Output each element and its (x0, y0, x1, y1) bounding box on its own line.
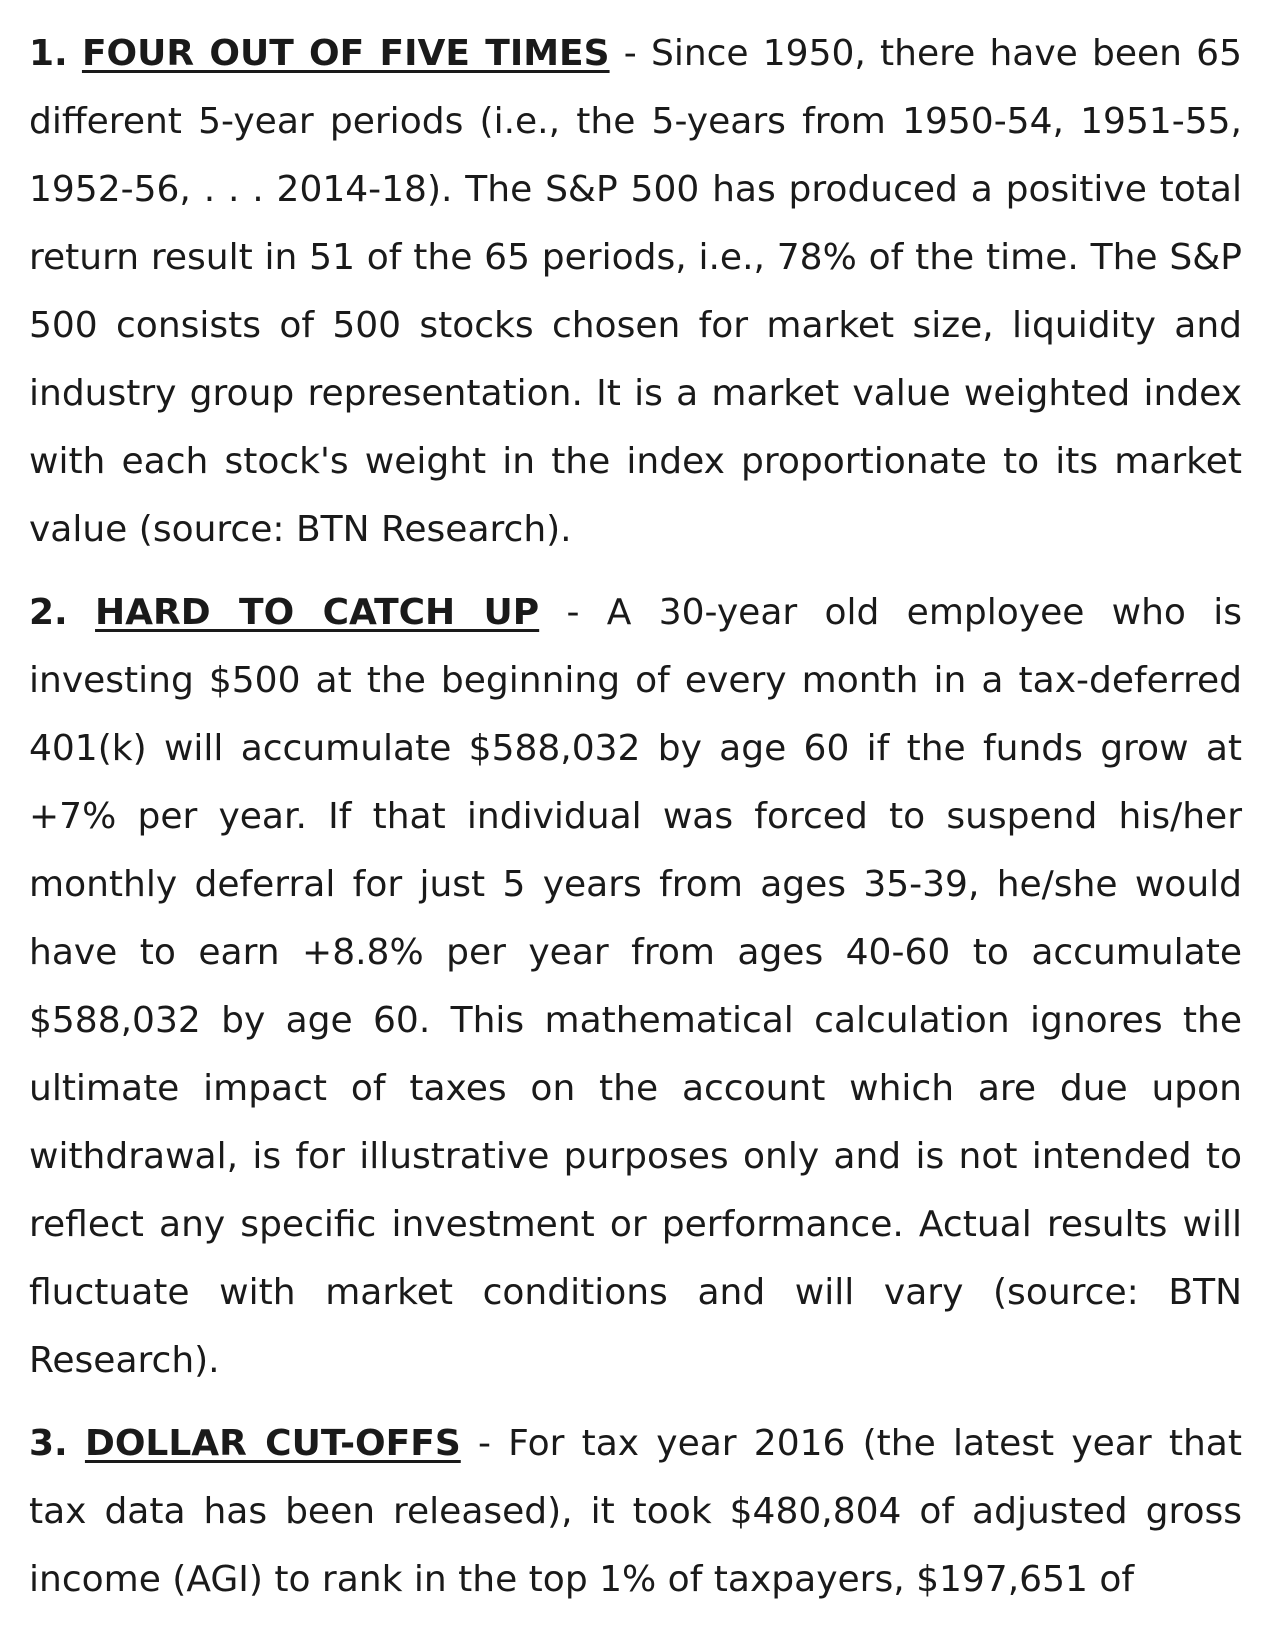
document-page (29, 20, 1242, 1629)
item-hard-to-catch-up (29, 579, 1242, 1395)
item-body: - Since 1950, there have been 65 different 5-year periods (i.e., the 5-years from 1950-54, 1951-55, 1952-56, . . . 2014-18). The S&P 500 has produced a positive total return result in 51 of the 65 periods, i.e., 78% of the time. The S&P 500 consists of 500 stocks chosen for market size, liquidity and industry group representation. It is a market value weighted index with each stock's weight in the index proportionate to its market value (source: BTN Research). (29, 33, 1242, 550)
item-body: - For tax year 2016 (the latest year that tax data has been released), it took $480,804 of adjusted gross income (AGI) to rank in the top 1% of taxpayers, $197,651 of (29, 1423, 1242, 1600)
item-body: - A 30-year old employee who is investing $500 at the beginning of every month in a tax-deferred 401(k) will accumulate $588,032 by age 60 if the funds grow at +7% per year. If that individual was forced to suspend his/her monthly deferral for just 5 years from ages 35-39, he/she would have to earn +8.8% per year from ages 40-60 to accumulate $588,032 by age 60. This mathematical calculation ignores the ultimate impact of taxes on the account which are due upon withdrawal, is for illustrative purposes only and is not intended to reflect any specific investment or performance. Actual results will fluctuate with market conditions and will vary (source: BTN Research). (29, 592, 1243, 1381)
item-number: 1. (29, 33, 68, 74)
item-number: 3. (29, 1423, 68, 1464)
item-heading: FOUR OUT OF FIVE TIMES (81, 33, 610, 74)
item-four-out-of-five-times (29, 20, 1242, 564)
item-heading: DOLLAR CUT-OFFS (84, 1423, 461, 1464)
item-number: 2. (29, 592, 68, 633)
item-heading: HARD TO CATCH UP (95, 592, 540, 633)
item-dollar-cut-offs (29, 1410, 1242, 1614)
